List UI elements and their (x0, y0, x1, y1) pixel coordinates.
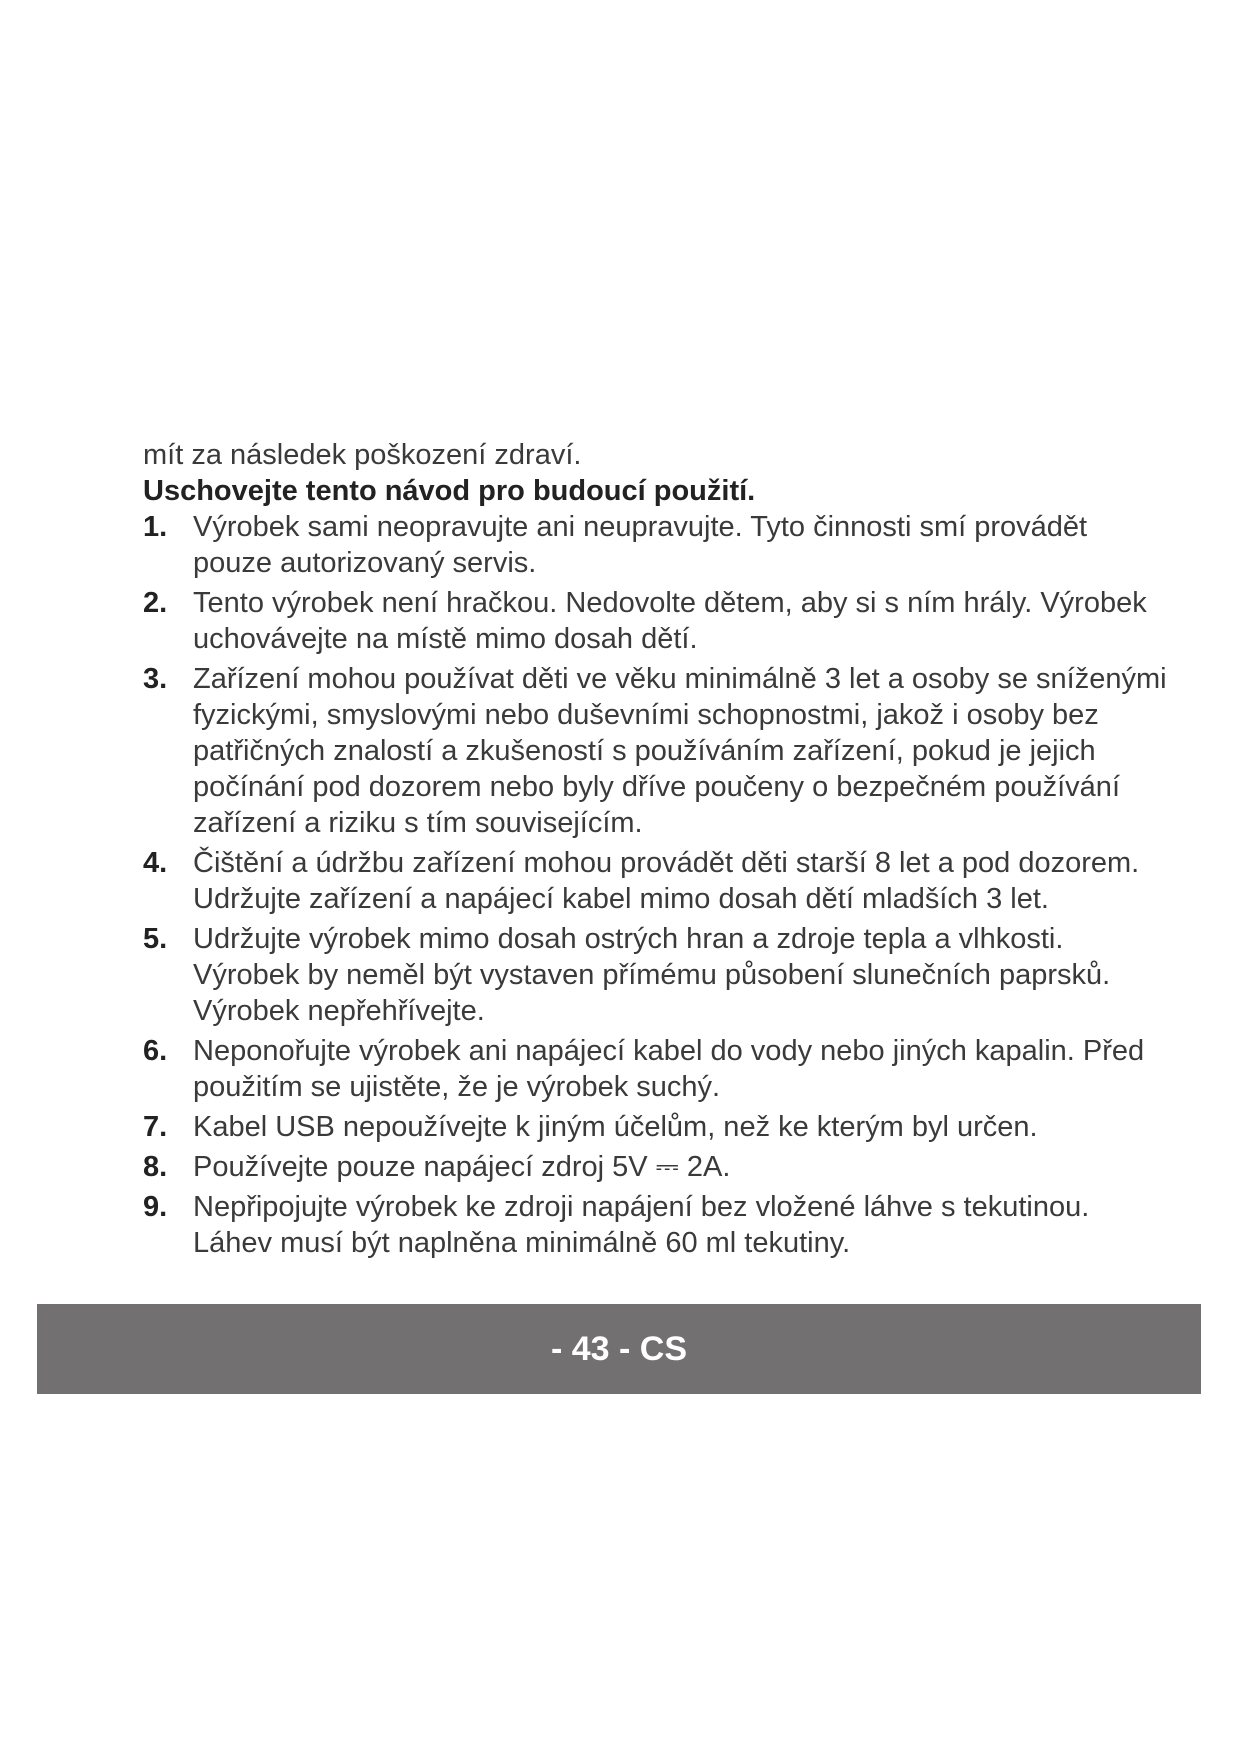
list-item (143, 509, 1173, 581)
item-text: Nepřipojujte výrobek ke zdroji napájení bez vložené láhve s tekutinou. Láhev musí být naplněna minimálně 60 ml tekutiny. (193, 1191, 1090, 1259)
page-footer-bar (37, 1304, 1201, 1394)
item-number: 2. (143, 587, 168, 619)
safety-instructions-list (143, 509, 1173, 1261)
page-number: - 43 - CS (550, 1329, 688, 1368)
item-text: Používejte pouze napájecí zdroj 5V ⎓ 2A. (193, 1151, 731, 1183)
list-item (143, 845, 1173, 917)
item-text: Neponořujte výrobek ani napájecí kabel do vody nebo jiných kapalin. Před použitím se ujistěte, že je výrobek suchý. (193, 1035, 1145, 1103)
item-text: Kabel USB nepoužívejte k jiným účelům, než ke kterým byl určen. (193, 1111, 1038, 1143)
item-number: 4. (143, 847, 168, 879)
list-item (143, 1189, 1173, 1261)
document-body (143, 437, 1173, 1265)
item-number: 5. (143, 923, 168, 955)
keep-manual-note: Uschovejte tento návod pro budoucí použití. (143, 475, 756, 507)
item-text: Zařízení mohou používat děti ve věku minimálně 3 let a osoby se sníženými fyzickými, smyslovými nebo duševními schopnostmi, jakož i osoby bez patřičných znalostí a zkušeností s používáním zařízení, pokud je jejich počínání pod dozorem nebo byly dříve poučeny o bezpečném používání zařízení a riziku s tím souvisejícím. (193, 663, 1167, 839)
item-text: Udržujte výrobek mimo dosah ostrých hran a zdroje tepla a vlhkosti. Výrobek by neměl být vystaven přímému působení slunečních paprsků. Výrobek nepřehřívejte. (193, 923, 1111, 1027)
item-number: 9. (143, 1191, 168, 1223)
list-item (143, 585, 1173, 657)
item-number: 8. (143, 1151, 168, 1183)
item-number: 7. (143, 1111, 168, 1143)
item-number: 3. (143, 663, 168, 695)
item-text: Čištění a údržbu zařízení mohou provádět děti starší 8 let a pod dozorem. Udržujte zařízení a napájecí kabel mimo dosah dětí mladších 3 let. (193, 847, 1140, 915)
item-text: Tento výrobek není hračkou. Nedovolte dětem, aby si s ním hrály. Výrobek uchovávejte na místě mimo dosah dětí. (193, 587, 1147, 655)
list-item (143, 1149, 1173, 1185)
item-number: 6. (143, 1035, 168, 1067)
intro-text: mít za následek poškození zdraví. (143, 439, 582, 471)
list-item (143, 1033, 1173, 1105)
item-text: Výrobek sami neopravujte ani neupravujte. Tyto činnosti smí provádět pouze autorizovaný servis. (193, 511, 1088, 579)
list-item (143, 921, 1173, 1029)
list-item (143, 661, 1173, 841)
item-number: 1. (143, 511, 168, 543)
list-item (143, 1109, 1173, 1145)
